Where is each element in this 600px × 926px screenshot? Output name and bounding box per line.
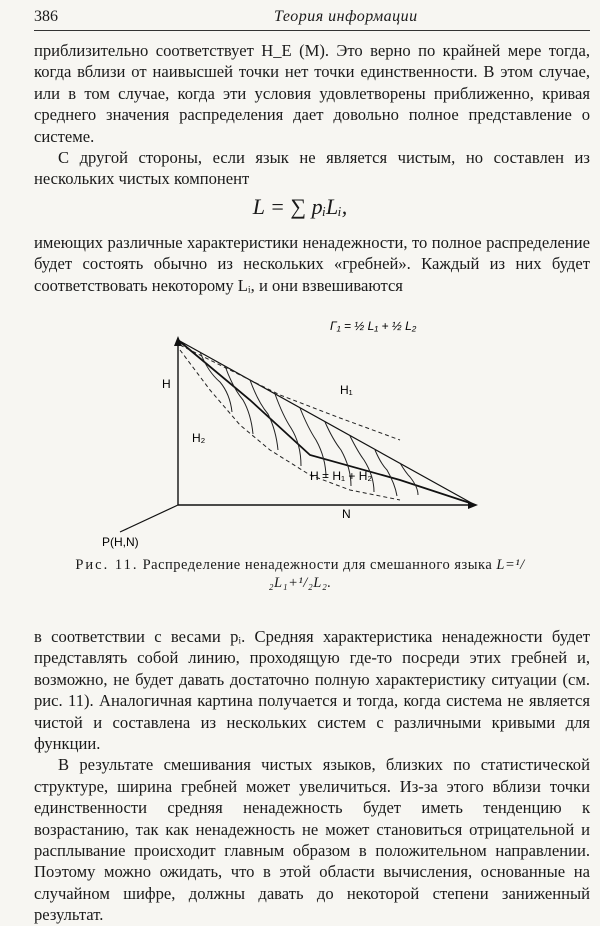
figure-11 xyxy=(100,300,520,550)
running-title: Теория информации xyxy=(274,8,418,25)
cross-sections xyxy=(200,352,418,496)
figure-caption xyxy=(60,556,540,592)
p-axis xyxy=(120,505,178,532)
paragraph-5: В результате смешивания чистых языков, близких по статистической структуре, ширина гребней может увеличиться. Из-за этого вблизи точки единственности средняя ненадежность будет иметь тенденцию к возрастанию, так как ненадежность не может становиться отрицательной и расплывание происходит главным образом в положительном направлении. Поэтому можно ожидать, что в этой области вычисления, основанные на случайном шифре, должны давать до некоторой степени заниженный результат. xyxy=(34,755,590,925)
paragraph-4: в соответствии с весами pᵢ. Средняя характеристика ненадежности будет представлять собой линию, проходящую где-то посреди этих гребней и, возможно, не будет давать достаточно полную характеристику ситуации (см. рис. 11). Аналогичная картина получается и тогда, когда система не является чистой и составлена из нескольких систем с различными кривыми для функции. xyxy=(34,627,590,754)
caption-text: Распределение ненадежности для смешанного языка xyxy=(142,557,493,573)
page-header xyxy=(34,8,590,31)
paragraph-2: С другой стороны, если язык не является чистым, но составлен из нескольких чистых компонент xyxy=(34,148,590,189)
label-p: P(H,N) xyxy=(102,535,139,549)
formula: L = ∑ pᵢLᵢ, xyxy=(252,194,348,219)
caption-label: Рис. 11. xyxy=(75,557,139,573)
label-h1: H₁ xyxy=(340,383,353,397)
label-h: H xyxy=(162,377,171,391)
paragraph-1: приблизительно соответствует H_E (M). Это верно по крайней мере тогда, когда вблизи от наивысшей точки нет точки единственности. В этом случае, или в том случае, когда эти условия удовлетворены приближенно, кривая среднего значения распределения дает довольно полное представление о системе. xyxy=(34,41,590,146)
text-block-mid xyxy=(34,232,590,296)
label-h2: H₂ xyxy=(192,431,206,445)
figure-drawing xyxy=(100,300,520,550)
label-n: N xyxy=(342,507,351,521)
caption-equation: L=¹/₂L₁+¹/₂L₂. xyxy=(268,557,525,591)
label-top: Γ₁ = ½ L₁ + ½ L₂ xyxy=(330,319,417,333)
label-hsum: H = H₁ + H₂ xyxy=(310,469,373,483)
text-block-top xyxy=(34,40,590,190)
page-number: 386 xyxy=(34,8,58,25)
text-block-bottom xyxy=(34,626,590,926)
arrow-n xyxy=(468,501,478,509)
paragraph-3: имеющих различные характеристики ненадежности, то полное распределение будет состоять обычно из нескольких «гребней». Каждый из них будет соответствовать некоторому Lᵢ, и они взвешиваются xyxy=(34,233,590,295)
